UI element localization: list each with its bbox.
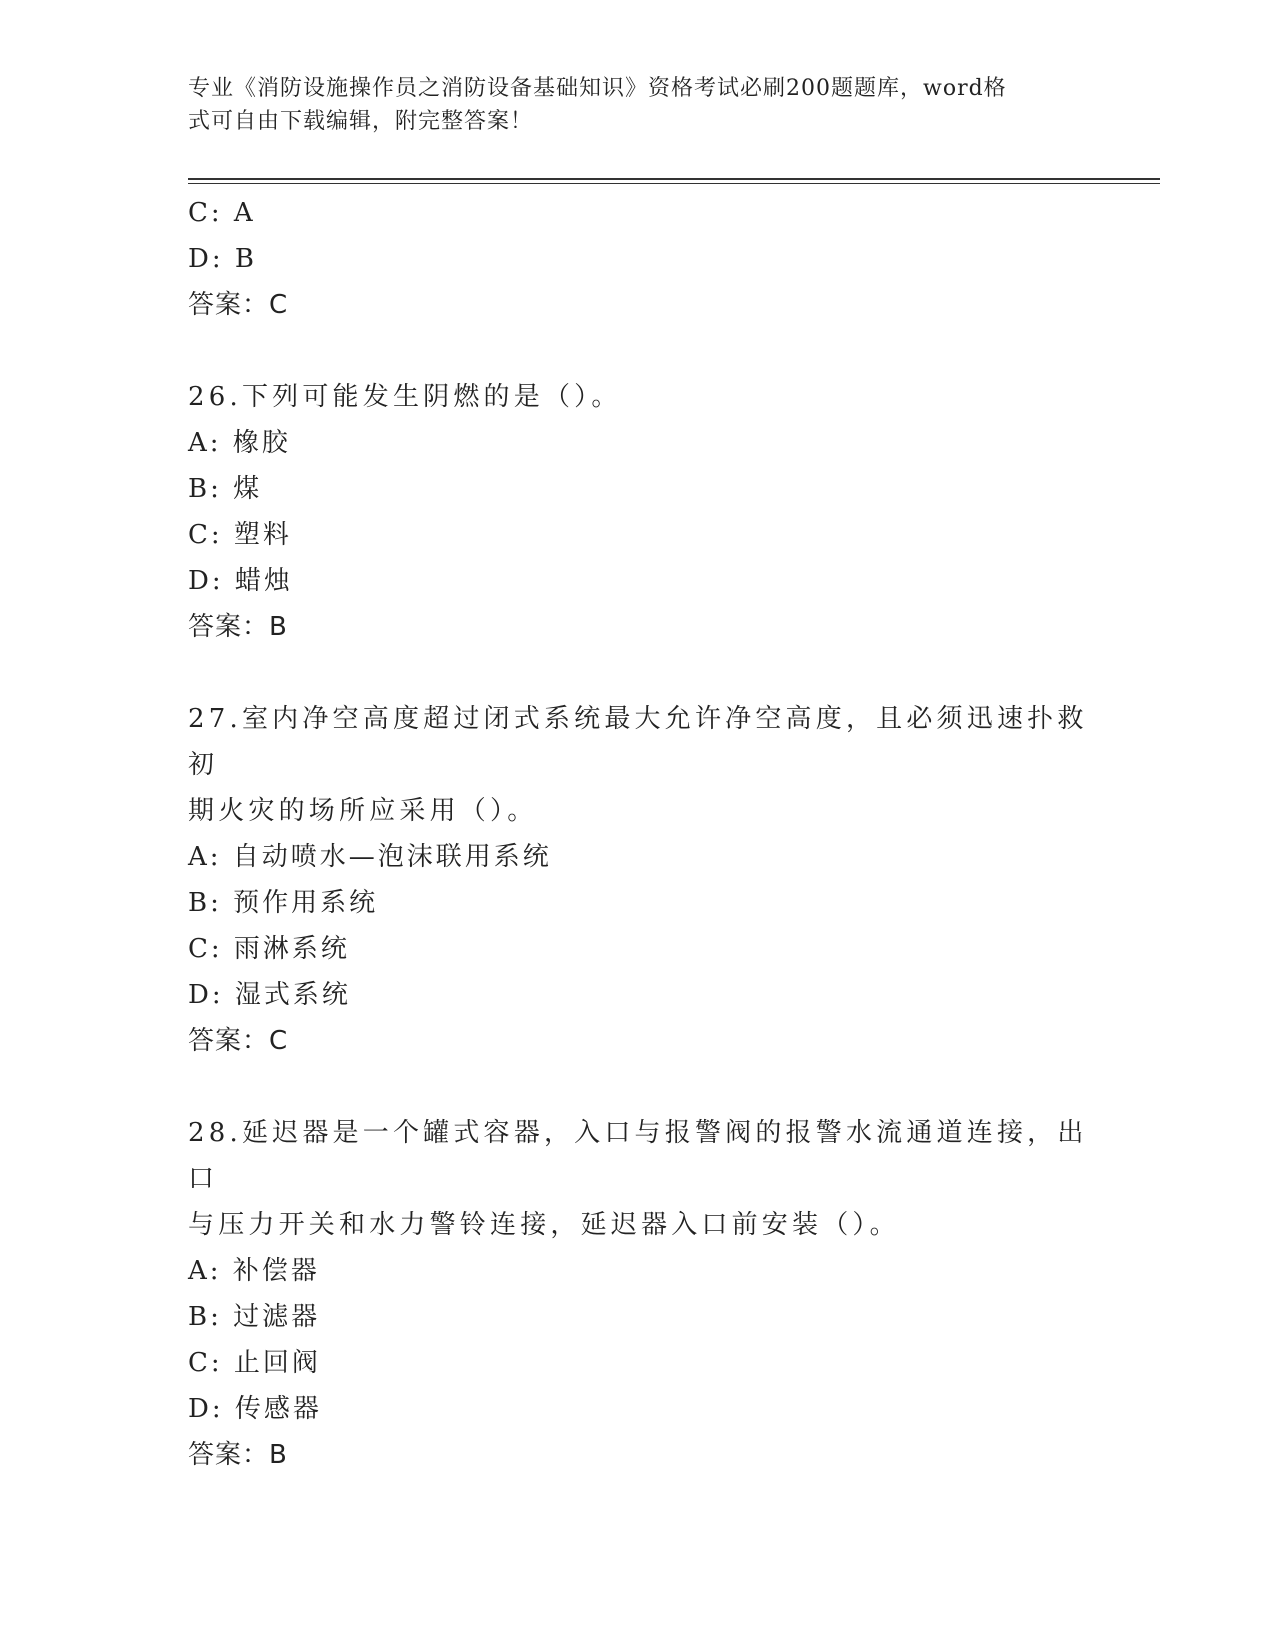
option-d: D: B bbox=[188, 244, 257, 274]
question-27 bbox=[188, 696, 1088, 1064]
question-stem-line: 27.室内净空高度超过闭式系统最大允许净空高度，且必须迅速扑救初 bbox=[188, 704, 1088, 780]
answer-line: 答案：C bbox=[188, 290, 289, 320]
option-c: C: 雨淋系统 bbox=[188, 934, 350, 964]
option-a: A: 补偿器 bbox=[188, 1256, 320, 1286]
option-d: D: 湿式系统 bbox=[188, 980, 351, 1010]
header-line-1: 专业《消防设施操作员之消防设备基础知识》资格考试必刷200题题库，word格 bbox=[188, 76, 1007, 101]
question-list bbox=[188, 190, 1088, 1478]
option-a: A: 橡胶 bbox=[188, 428, 291, 458]
option-c: C: 塑料 bbox=[188, 520, 292, 550]
option-d: D: 蜡烛 bbox=[188, 566, 293, 596]
option-b: B: 煤 bbox=[188, 474, 263, 504]
question-26 bbox=[188, 374, 1088, 650]
header-rule-thin bbox=[188, 183, 1160, 184]
answer-line: 答案：B bbox=[188, 1440, 288, 1470]
question-stem-line: 28.延迟器是一个罐式容器，入口与报警阀的报警水流通道连接，出口 bbox=[188, 1118, 1088, 1194]
question-stem-line: 26.下列可能发生阴燃的是（）。 bbox=[188, 382, 622, 412]
answer-line: 答案：B bbox=[188, 612, 288, 642]
spacer bbox=[188, 650, 1088, 696]
option-c: C: A bbox=[188, 198, 256, 228]
option-a: A: 自动喷水—泡沫联用系统 bbox=[188, 842, 552, 872]
question-28 bbox=[188, 1110, 1088, 1478]
option-d: D: 传感器 bbox=[188, 1394, 322, 1424]
document-header bbox=[188, 72, 1068, 138]
question-stem-line: 与压力开关和水力警铃连接，延迟器入口前安装（）。 bbox=[188, 1210, 900, 1240]
spacer bbox=[188, 328, 1088, 374]
header-rule-thick bbox=[188, 178, 1160, 180]
answer-line: 答案：C bbox=[188, 1026, 289, 1056]
spacer bbox=[188, 1064, 1088, 1110]
question-stem-line: 期火灾的场所应采用（）。 bbox=[188, 796, 538, 826]
continued-question bbox=[188, 190, 1088, 328]
option-b: B: 预作用系统 bbox=[188, 888, 379, 918]
header-line-2: 式可自由下载编辑，附完整答案！ bbox=[188, 109, 534, 134]
option-c: C: 止回阀 bbox=[188, 1348, 321, 1378]
option-b: B: 过滤器 bbox=[188, 1302, 321, 1332]
